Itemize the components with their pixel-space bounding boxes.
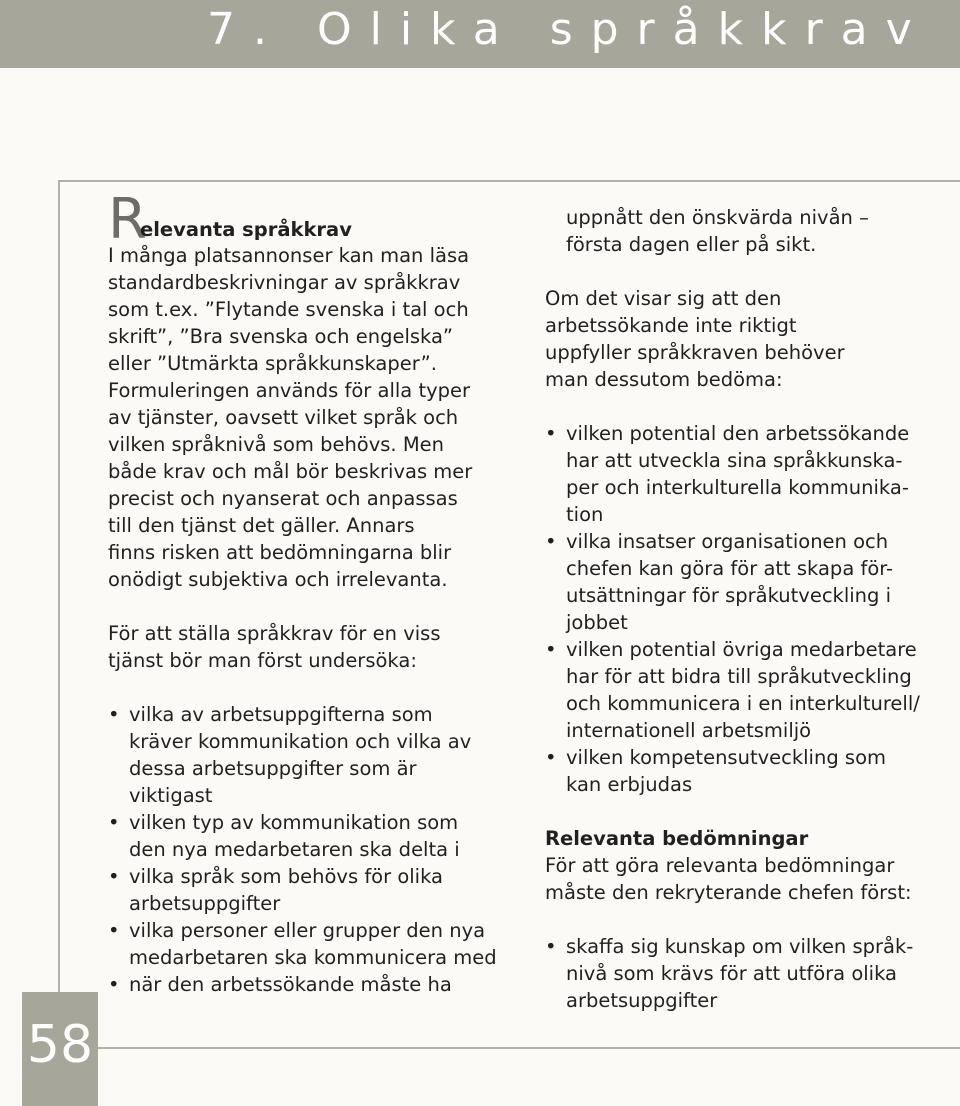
- text-line: man dessutom bedöma:: [545, 368, 783, 391]
- frame-line-bottom: [98, 1047, 960, 1049]
- list-item: • vilka personer eller grupper den nya medarbetaren ska kommunicera med: [108, 917, 508, 971]
- page-number-box: [22, 992, 98, 1106]
- text-line: Formuleringen används för alla typer: [108, 379, 471, 402]
- list-item: • när den arbetssökande måste ha: [108, 971, 508, 998]
- text-line: måste den rekryterande chefen först:: [545, 881, 912, 904]
- text-line: både krav och mål bör beskrivas mer: [108, 460, 473, 483]
- text-line: vilken språknivå som behövs. Men: [108, 433, 445, 456]
- list-item: • vilken kompetensutveckling som kan erbjudas: [545, 744, 945, 798]
- left-column: [108, 187, 508, 998]
- frame-line-left: [58, 180, 60, 994]
- drop-cap: R: [108, 187, 147, 252]
- text-line: till den tjänst det gäller. Annars: [108, 514, 415, 537]
- text-line: arbetssökande inte riktigt: [545, 314, 797, 337]
- text-line: För att göra relevanta bedömningar: [545, 854, 895, 877]
- paragraph: [545, 285, 945, 393]
- paragraph-2: [108, 620, 508, 674]
- continuation-text: [545, 204, 945, 258]
- text-line: som t.ex. ”Flytande svenska i tal och: [108, 298, 469, 321]
- section-heading: [108, 187, 508, 252]
- chapter-title: 7. Olika språkkrav: [207, 4, 930, 55]
- text-line: standardbeskrivningar av språkkrav: [108, 271, 461, 294]
- subheading: Relevanta bedömningar: [545, 827, 809, 850]
- text-line: första dagen eller på sikt.: [566, 233, 817, 256]
- text-line: Om det visar sig att den: [545, 287, 782, 310]
- text-line: uppnått den önskvärda nivån –: [566, 206, 869, 229]
- chapter-header-bar: [0, 0, 960, 68]
- text-line: onödigt subjektiva och irrelevanta.: [108, 568, 448, 591]
- list-item: • vilken potential övriga medarbetare har för att bidra till språkutveckling och kommunicera i en interkulturell/ internationell arbetsmiljö: [545, 636, 945, 744]
- list-item: • skaffa sig kunskap om vilken språk- nivå som krävs för att utföra olika arbetsuppgifter: [545, 933, 945, 1014]
- bullet-list-2: [545, 933, 945, 1014]
- bullet-list: [108, 701, 508, 998]
- list-item: • vilken typ av kommunikation som den nya medarbetaren ska delta i: [108, 809, 508, 863]
- bullet-list: [545, 420, 945, 798]
- paragraph-2: [545, 852, 945, 906]
- section-heading-text: elevanta språkkrav: [140, 218, 352, 241]
- list-item: • vilken potential den arbetssökande har att utveckla sina språkkunska- per och interkulturella kommunika- tion: [545, 420, 945, 528]
- text-line: tjänst bör man först undersöka:: [108, 649, 417, 672]
- text-line: skrift”, ”Bra svenska och engelska”: [108, 325, 454, 348]
- intro-paragraph: [108, 242, 508, 593]
- list-item: • vilka språk som behövs för olika arbetsuppgifter: [108, 863, 508, 917]
- page-number: 58: [26, 1015, 94, 1075]
- list-item: • vilka insatser organisationen och chefen kan göra för att skapa för- utsättningar för språkutveckling i jobbet: [545, 528, 945, 636]
- text-line: I många platsannonser kan man läsa: [108, 244, 470, 267]
- text-line: För att ställa språkkrav för en viss: [108, 622, 441, 645]
- list-item: • vilka av arbetsuppgifterna som kräver kommunikation och vilka av dessa arbetsuppgifter som är viktigast: [108, 701, 508, 809]
- frame-line-top: [58, 180, 960, 182]
- text-line: uppfyller språkkraven behöver: [545, 341, 845, 364]
- text-line: eller ”Utmärkta språkkunskaper”.: [108, 352, 437, 375]
- text-line: av tjänster, oavsett vilket språk och: [108, 406, 459, 429]
- text-line: precist och nyanserat och anpassas: [108, 487, 458, 510]
- text-line: finns risken att bedömningarna blir: [108, 541, 452, 564]
- right-column: [545, 204, 945, 1014]
